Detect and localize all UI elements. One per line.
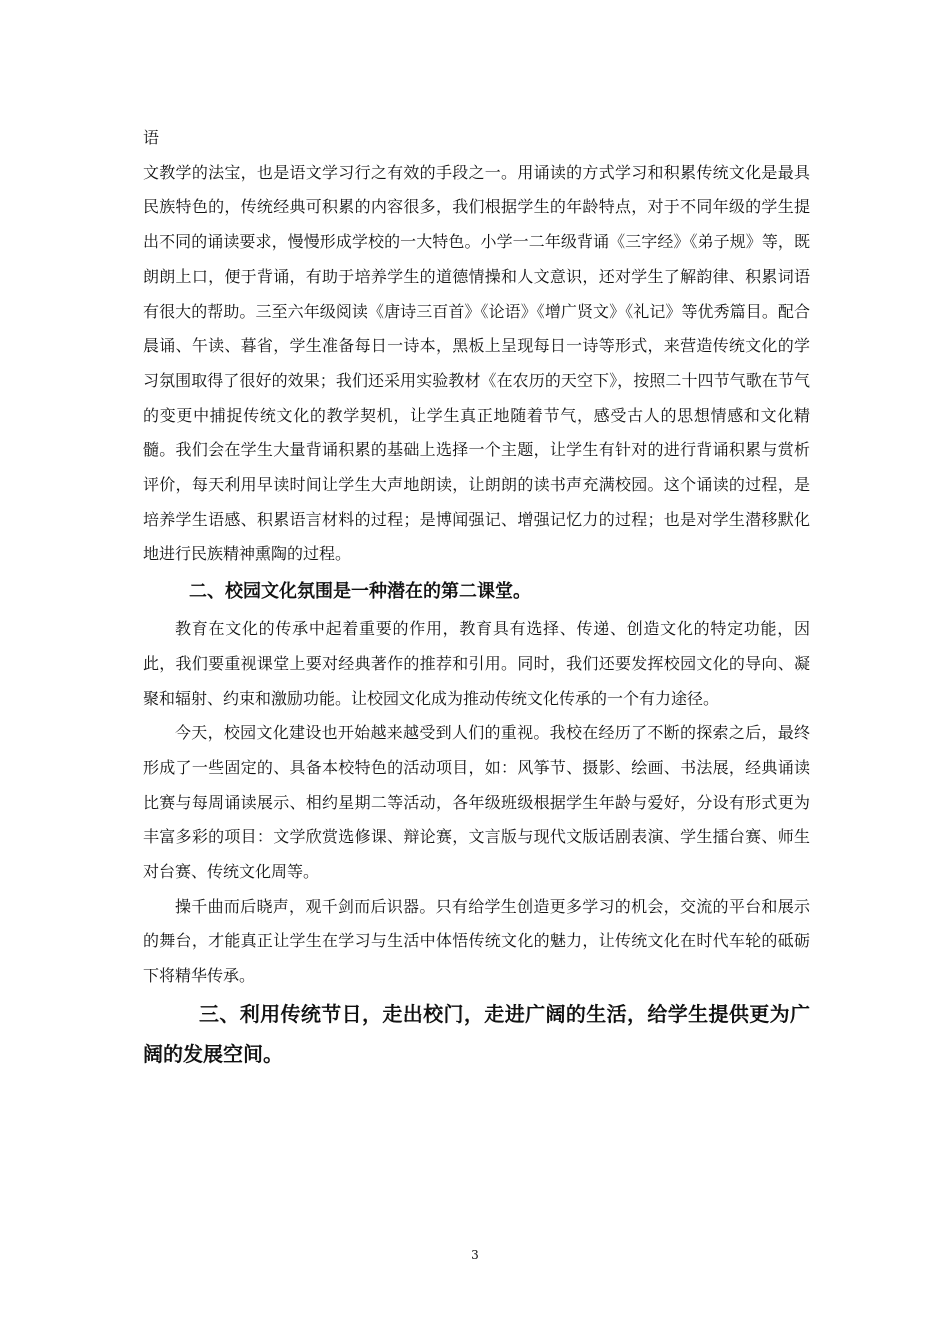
paragraph-practice: 操千曲而后晓声，观千剑而后识器。只有给学生创造更多学习的机会，交流的平台和展示的舞台，才能真正让学生在学习与生活中体悟传统文化的魅力，让传统文化在时代车轮的砥砺下将精华传承。 bbox=[143, 896, 810, 986]
paragraph-education-role: 教育在文化的传承中起着重要的作用，教育具有选择、传递、创造文化的特定功能，因此，我们要重视课堂上要对经典著作的推荐和引用。同时，我们还要发挥校园文化的导向、凝聚和辐射、约束和激励功能。让校园文化成为推动传统文化传承的一个有力途径。 bbox=[143, 619, 810, 708]
paragraph-campus-culture: 今天，校园文化建设也开始越来越受到人们的重视。我校在经历了不断的探索之后，最终形成了一些固定的、具备本校特色的活动项目，如：风筝节、摄影、绘画、书法展，经典诵读比赛与每周诵读展示、相约星期二等活动，各年级班级根据学生年龄与爱好，分设有形式更为丰富多彩的项目：文学欣赏选修课、辩论赛，文言版与现代文版话剧表演、学生擂台赛、师生对台赛、传统文化周等。 bbox=[143, 723, 810, 882]
body-section-2 bbox=[143, 612, 810, 994]
page-number: 3 bbox=[471, 1248, 479, 1262]
paragraph-recitation: 文教学的法宝，也是语文学习行之有效的手段之一。用诵读的方式学习和积累传统文化是最具民族特色的，传统经典可积累的内容很多，我们根据学生的年龄特点，对于不同年级的学生提出不同的诵读要求，慢慢形成学校的一大特色。小学一二年级背诵《三字经》《弟子规》等，既朗朗上口，便于背诵，有助于培养学生的道德情操和人文意识，还对学生了解韵律、积累词语有很大的帮助。三至六年级阅读《唐诗三百首》《论语》《增广贤文》《礼记》等优秀篇目。配合晨诵、午读、暮省，学生准备每日一诗本，黑板上呈现每日一诗等形式，来营造传统文化的学习氛围取得了很好的效果；我们还采用实验教材《在农历的天空下》，按照二十四节气歌在节气的变更中捕捉传统文化的教学契机，让学生真正地随着节气，感受古人的思想情感和文化精髓。我们会在学生大量背诵积累的基础上选择一个主题，让学生有针对的进行背诵积累与赏析评价，每天利用早读时间让学生大声地朗读，让朗朗的读书声充满校园。这个诵读的过程，是培养学生语感、积累语言材料的过程；是博闻强记、增强记忆力的过程；也是对学生潜移默化地进行民族精神熏陶的过程。 bbox=[143, 162, 810, 564]
body-section bbox=[143, 121, 810, 572]
section-heading-3: 三、利用传统节日，走出校门，走进广阔的生活，给学生提供更为广阔的发展空间。 bbox=[143, 1001, 810, 1066]
page-content bbox=[143, 121, 810, 1074]
section-heading-2: 二、校园文化氛围是一种潜在的第二课堂。 bbox=[189, 581, 531, 603]
paragraph-fragment: 语 bbox=[143, 128, 160, 147]
